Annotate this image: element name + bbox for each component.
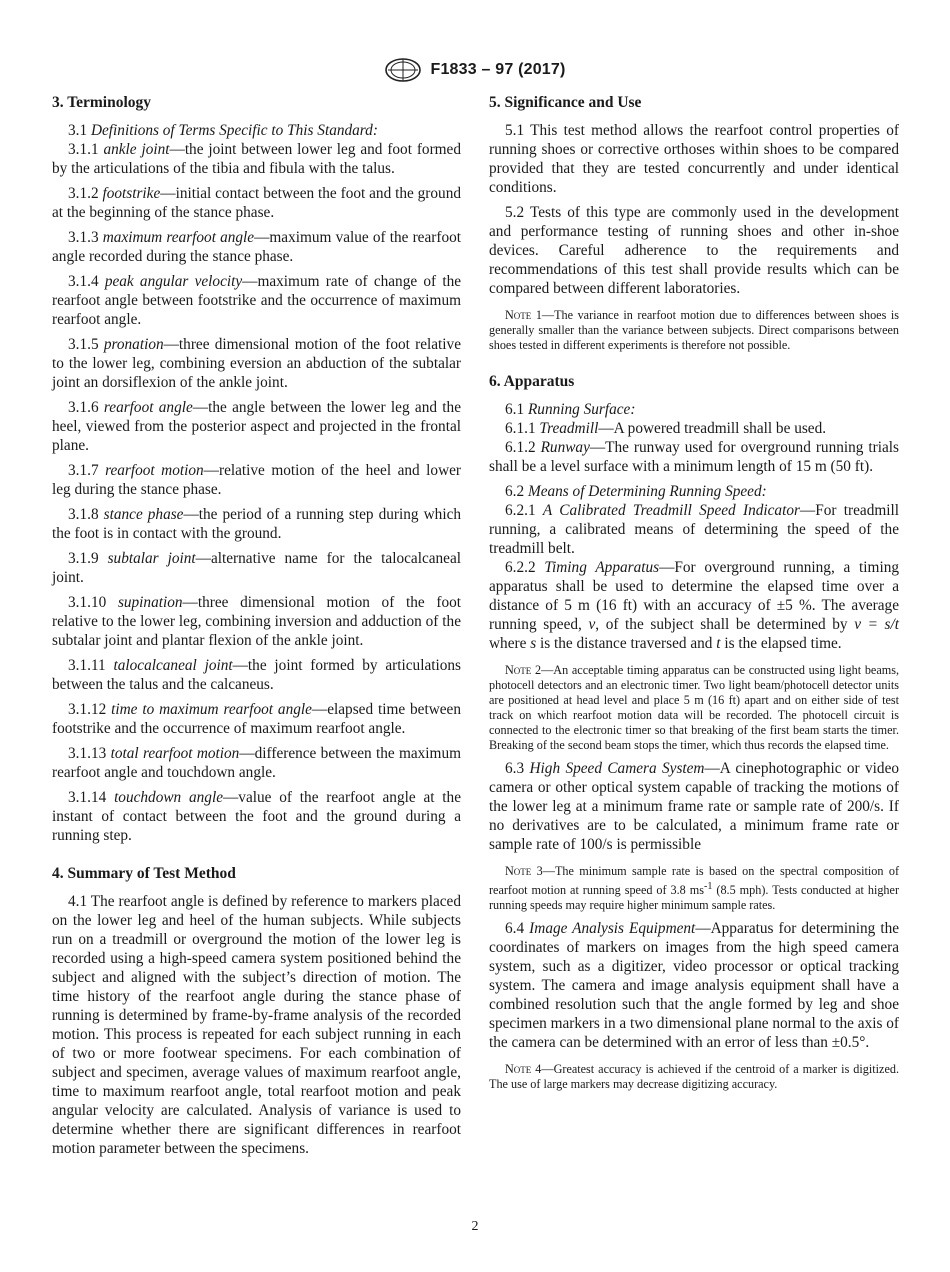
term-definition: 3.1.14 touchdown angle—value of the rearfoot angle at the instant of contact between the foot and the ground during a running step. bbox=[52, 789, 461, 844]
term-definition: 3.1.4 peak angular velocity—maximum rate of change of the rearfoot angle between footstrike and the occurrence of maximum rearfoot angle. bbox=[52, 273, 462, 328]
term-definition: 3.1.6 rearfoot angle—the angle between the lower leg and the heel, viewed from the posterior aspect and projected in the frontal plane. bbox=[52, 399, 461, 454]
paragraph-6-2: 6.2 Means of Determining Running Speed: bbox=[505, 483, 767, 500]
note-2: Note 2—An acceptable timing apparatus can be constructed using light beams, photocell detectors and an electronic timer. Two light beam/photocell detector units are positioned at head level and place 5 m (16 ft) apart and on either side of test track on which rearfoot motion data will be recorded. The photocell circuit is connected to the electronic timer so that breaking of the first beam starts the timer. Breaking of the second beam stops the timer, which thus records the elapsed time. bbox=[489, 663, 900, 752]
term-definition: 3.1.8 stance phase—the period of a running step during which the foot is in contact with the ground. bbox=[52, 506, 462, 542]
note-4: Note 4—Greatest accuracy is achieved if the centroid of a marker is digitized. The use of large markers may decrease digitizing accuracy. bbox=[489, 1062, 899, 1092]
term-definition: 3.1.11 talocalcaneal joint—the joint formed by articulations between the talus and the calcaneus. bbox=[52, 657, 461, 693]
term-definition: 3.1.10 supination—three dimensional motion of the foot relative to the lower leg, combining inversion and adduction of the subtalar joint and plantar flexion of the ankle joint. bbox=[52, 594, 461, 649]
paragraph-6-2-1: 6.2.1 A Calibrated Treadmill Speed Indicator—For treadmill running, a calibrated means of determining the speed of the treadmill belt. bbox=[489, 502, 900, 557]
left-column bbox=[52, 92, 461, 1158]
paragraph-4-1: 4.1 The rearfoot angle is defined by reference to markers placed on the lower leg and heel of the human subjects. While subjects run on a treadmill or overground the motion of the lower leg is recorded using a high-speed camera system positioned behind the subject and aligned with the subject’s direction of motion. The time history of the rearfoot angle during the stance phase of running is determined by frame-by-frame analysis of the recorded motion. This process is repeated for each subject running in each of two or more footwear specimens. For each combination of subject and specimen, average values of maximum rearfoot angle, time to maximum rearfoot angle, total rearfoot motion and peak angular velocity are calculated. Analysis of variance is used to determine whether there are significant differences in rearfoot motion parameter between the specimens. bbox=[52, 893, 461, 1157]
section-heading-summary: 4. Summary of Test Method bbox=[52, 865, 236, 882]
term-definition: 3.1.3 maximum rearfoot angle—maximum value of the rearfoot angle recorded during the stance phase. bbox=[52, 229, 461, 265]
note-3: Note 3—The minimum sample rate is based on the spectral composition of rearfoot motion at running speed of 3.8 $ms^{-1}$ (8.5 mph). Tests conducted at higher running speeds may require higher minimum sample rates. bbox=[489, 864, 899, 913]
term-definition: 3.1.2 footstrike—initial contact between the foot and the ground at the beginning of the stance phase. bbox=[52, 185, 461, 221]
paragraph-6-1-2: 6.1.2 Runway—The runway used for overground running trials shall be a level surface with a minimum length of 15 m (50 ft). bbox=[489, 439, 899, 475]
term-definition: 3.1.7 rearfoot motion—relative motion of the heel and lower leg during the stance phase. bbox=[52, 462, 461, 498]
page-number: 2 bbox=[471, 1219, 479, 1234]
paragraph-6-1-1: 6.1.1 Treadmill—A powered treadmill shall be used. bbox=[505, 420, 827, 437]
term-definition: 3.1.13 total rearfoot motion—difference between the maximum rearfoot angle and touchdown angle. bbox=[52, 745, 461, 781]
paragraph-3-1: 3.1 Definitions of Terms Specific to This Standard: bbox=[68, 122, 378, 139]
paragraph-6-4: 6.4 Image Analysis Equipment—Apparatus for determining the coordinates of markers on images from the high speed camera system, such as a digitizer, video processor or optical tracking system. The camera and image analysis equipment shall have a combined resolution such that the angle formed by leg and shoe specimen markers in a two dimensional plane normal to the axis of the camera can be determined with an error of less than ±0.5°. bbox=[489, 920, 900, 1052]
note-1: Note 1—The variance in rearfoot motion due to differences between shoes is generally smaller than the variance between subjects. Direct comparisons between shoes tested in different experiments is therefore not possible. bbox=[489, 308, 899, 352]
term-definition: 3.1.12 time to maximum rearfoot angle—elapsed time between footstrike and the occurrence of maximum rearfoot angle. bbox=[52, 701, 461, 737]
section-heading-apparatus: 6. Apparatus bbox=[489, 373, 575, 390]
section-heading-significance: 5. Significance and Use bbox=[489, 94, 642, 111]
astm-logo-icon bbox=[384, 57, 422, 83]
section-heading-terminology: 3. Terminology bbox=[52, 94, 152, 111]
paragraph-6-3: 6.3 High Speed Camera System—A cinephotographic or video camera or other optical system capable of tracking the motions of the lower leg at a minimum frame rate or sample rate of 200/s. If no derivatives are to be calculated, a minimum frame rate or sample rate of 100/s is permissible bbox=[489, 760, 900, 853]
term-definition: 3.1.1 ankle joint—the joint between lower leg and foot formed by the articulations of the tibia and fibula with the talus. bbox=[52, 141, 461, 177]
paragraph-6-1: 6.1 Running Surface: bbox=[505, 401, 636, 418]
standard-designation: F1833 – 97 (2017) bbox=[430, 61, 566, 78]
page-header bbox=[0, 56, 950, 84]
paragraph-5-2: 5.2 Tests of this type are commonly used in the development and performance testing of running shoes and other in-shoe devices. Careful adherence to the requirements and recommendations of this test shall provide results which can be compared between different laboratories. bbox=[489, 204, 899, 297]
term-definition: 3.1.5 pronation—three dimensional motion of the foot relative to the lower leg, combining eversion an abduction of the subtalar joint an dorsiflexion of the ankle joint. bbox=[52, 336, 461, 391]
paragraph-5-1: 5.1 This test method allows the rearfoot control properties of running shoes or corrective orthoses within shoes to be compared provided that they are tested concurrently and under identical conditions. bbox=[489, 122, 899, 196]
paragraph-6-2-2: 6.2.2 Timing Apparatus—For overground running, a timing apparatus shall be used to determine the elapsed time over a distance of 5 m (16 ft) with an accuracy of ±5 %. The average running speed, v, of the subject shall be determined by v = s/t where s is the distance traversed and t is the elapsed time. bbox=[489, 559, 900, 652]
right-column bbox=[489, 92, 899, 1092]
term-definition: 3.1.9 subtalar joint—alternative name for the talocalcaneal joint. bbox=[52, 550, 462, 586]
